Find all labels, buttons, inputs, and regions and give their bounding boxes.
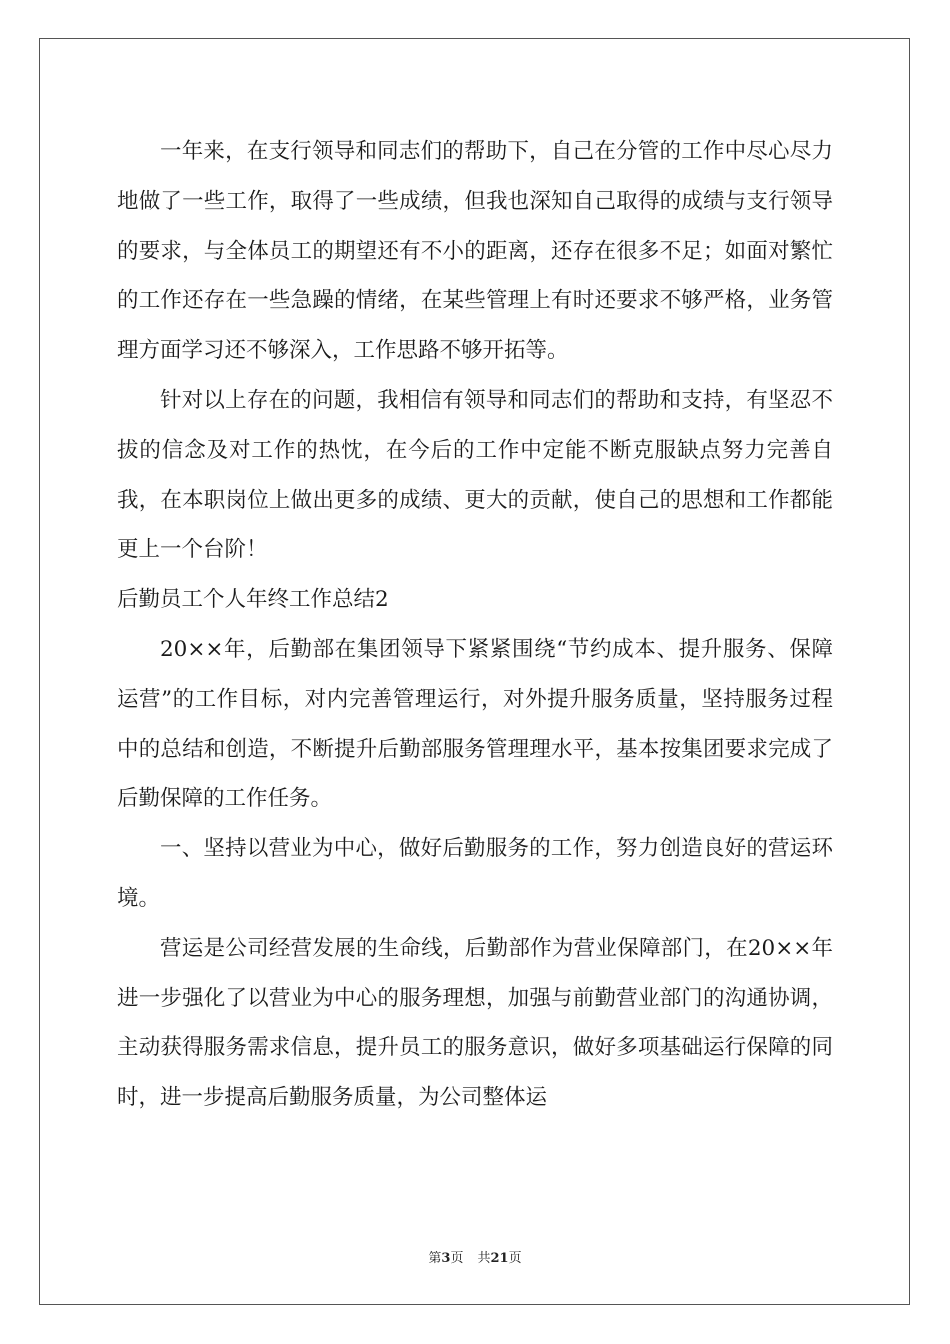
section-heading: 后勤员工个人年终工作总结2 <box>117 587 389 613</box>
paragraph-1: 一年来，在支行领导和同志们的帮助下，自己在分管的工作中尽心尽力地做了一些工作，取得了一些成绩，但我也深知自己取得的成绩与支行领导的要求，与全体员工的期望还有不小的距离，还存在很多不足；如面对繁忙的工作还存在一些急躁的情绪，在某些管理上有时还要求不够严格，业务管理方面学习还不够深入，工作思路不够开拓等。 <box>117 139 833 364</box>
total-suffix: 页 <box>508 1251 522 1266</box>
paragraph-5: 营运是公司经营发展的生命线，后勤部作为营业保障部门，在20××年进一步强化了以营业为中心的服务理想，加强与前勤营业部门的沟通协调，主动获得服务需求信息，提升员工的服务意识，做好多项基础运行保障的同时，进一步提高后勤服务质量，为公司整体运 <box>117 935 833 1111</box>
page-prefix: 第 <box>428 1251 442 1266</box>
page-suffix: 页 <box>450 1251 464 1266</box>
page-footer <box>0 1247 950 1266</box>
page-number: 3 <box>441 1251 451 1266</box>
paragraph-2: 针对以上存在的问题，我相信有领导和同志们的帮助和支持，有坚忍不拔的信念及对工作的热忱，在今后的工作中定能不断克服缺点努力完善自我，在本职岗位上做出更多的成绩、更大的贡献，使自己的思想和工作都能更上一个台阶！ <box>117 387 833 563</box>
total-pages: 21 <box>490 1251 509 1266</box>
total-prefix: 共 <box>477 1251 491 1266</box>
paragraph-3: 20××年，后勤部在集团领导下紧紧围绕“节约成本、提升服务、保障运营”的工作目标，对内完善管理运行，对外提升服务质量，坚持服务过程中的总结和创造，不断提升后勤部服务管理理水平，基本按集团要求完成了后勤保障的工作任务。 <box>117 636 833 812</box>
document-body <box>117 127 833 1123</box>
paragraph-4: 一、坚持以营业为中心，做好后勤服务的工作，努力创造良好的营运环境。 <box>117 836 833 911</box>
